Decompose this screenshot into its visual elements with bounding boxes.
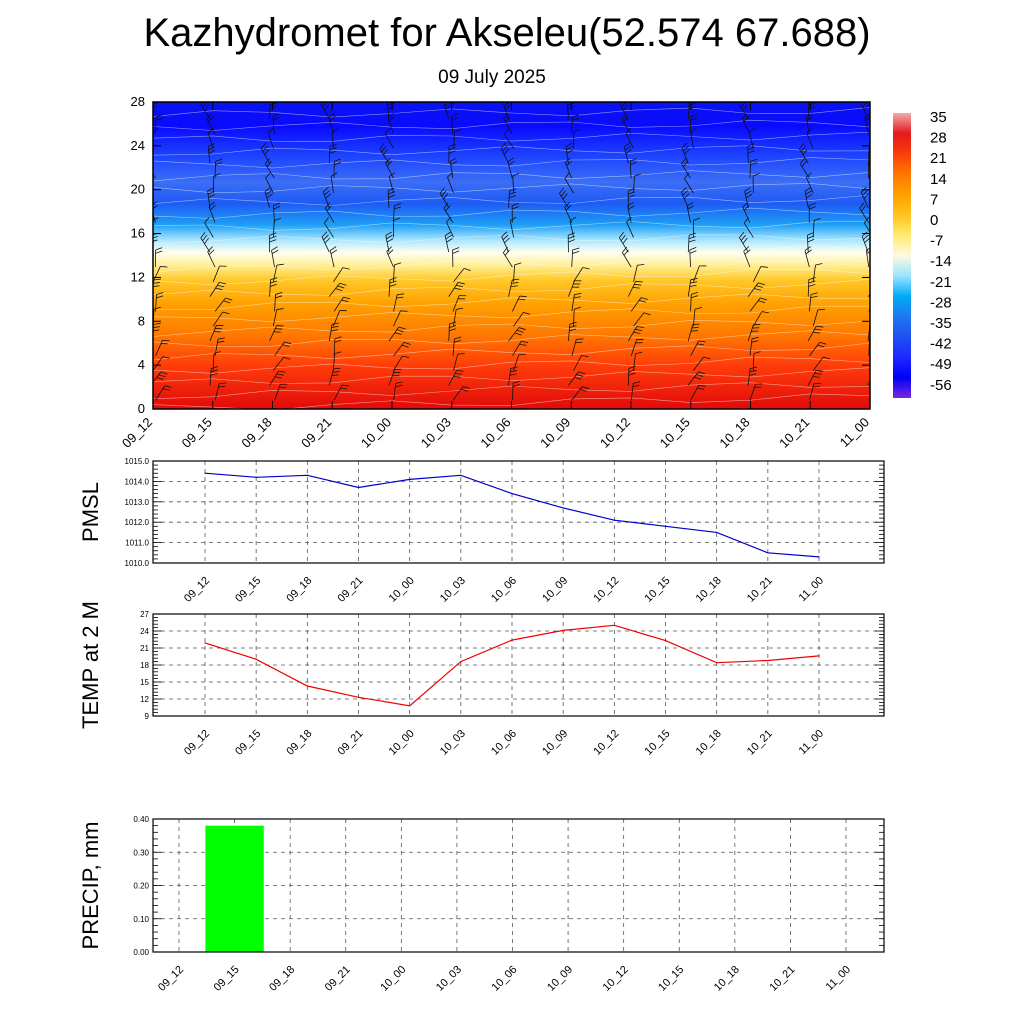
y-tick-label: 24: [130, 137, 145, 153]
x-tick-label: 09_21: [298, 414, 335, 451]
colorbar-label: -7: [930, 232, 944, 250]
cross-section-panel: [119, 84, 890, 451]
y-tick-label: 0.40: [133, 815, 149, 824]
y-tick-label: 18: [140, 661, 149, 670]
x-tick-label: 10_03: [437, 574, 468, 605]
chart-title: Kazhydromet for Akseleu(52.574 67.688): [143, 11, 871, 55]
x-tick-label: 09_21: [322, 963, 353, 994]
pmsl-point: [409, 479, 410, 480]
x-tick-label: 10_15: [656, 963, 687, 994]
colorbar-label: 14: [930, 170, 947, 188]
x-tick-label: 10_03: [433, 963, 465, 994]
x-tick-label: 10_12: [591, 727, 622, 758]
pmsl-panel: [78, 457, 884, 605]
temp-2m-point: [767, 660, 768, 661]
y-tick-label: 0.00: [133, 948, 149, 957]
x-tick-label: 10_03: [437, 727, 468, 758]
temp-2m-point: [307, 685, 308, 686]
pmsl-point: [563, 507, 564, 508]
pmsl-point: [358, 487, 359, 488]
colorbar-label: 7: [930, 191, 939, 209]
x-tick-label: 10_18: [711, 963, 742, 994]
pmsl-axis-title: PMSL: [78, 482, 103, 542]
x-tick-label: 10_06: [489, 574, 520, 605]
x-tick-label: 10_09: [540, 727, 571, 758]
colorbar: [893, 109, 952, 398]
y-tick-label: 9: [144, 712, 149, 721]
x-tick-label: 09_15: [211, 963, 242, 994]
wind-barb: [873, 352, 882, 370]
x-tick-label: 09_12: [118, 414, 156, 451]
wind-barb: [206, 84, 214, 104]
temp-2m-point: [614, 625, 615, 626]
wind-barb: [869, 386, 885, 401]
temp-2m-point: [204, 642, 205, 643]
temp-2m-point: [511, 639, 512, 640]
y-tick-label: 20: [130, 181, 145, 197]
x-tick-label: 10_15: [656, 414, 693, 451]
y-tick-label: 8: [137, 313, 145, 329]
x-tick-label: 09_15: [233, 727, 264, 758]
x-tick-label: 10_18: [693, 574, 724, 605]
pmsl-point: [716, 532, 717, 533]
x-tick-label: 10_18: [693, 727, 724, 758]
colorbar-label: -35: [930, 315, 952, 332]
y-tick-label: 21: [140, 644, 149, 653]
x-tick-label: 10_18: [716, 414, 753, 451]
x-tick-label: 10_12: [596, 414, 634, 451]
x-tick-label: 09_12: [182, 727, 213, 758]
y-tick-label: 16: [130, 225, 145, 241]
precip-axis-title: PRECIP, mm: [78, 821, 103, 950]
x-tick-label: 09_18: [238, 414, 275, 451]
wind-barb: [869, 297, 884, 312]
colorbar-label: -14: [930, 253, 952, 271]
colorbar-label: -28: [930, 294, 952, 312]
colorbar-label: -49: [930, 356, 952, 374]
y-tick-label: 1010.0: [124, 559, 149, 568]
pmsl-point: [767, 552, 768, 553]
temp-2m-point: [256, 659, 257, 660]
y-tick-label: 0.30: [133, 848, 149, 858]
wind-barb: [864, 84, 873, 104]
pmsl-point: [614, 520, 615, 521]
x-tick-label: 09_18: [284, 727, 315, 758]
x-tick-label: 10_21: [744, 574, 775, 605]
temp-2m-panel: [78, 601, 884, 758]
wind-barb: [569, 84, 575, 104]
x-tick-label: 09_21: [335, 574, 366, 605]
y-tick-label: 24: [140, 627, 149, 636]
y-tick-label: 28: [130, 94, 145, 109]
x-tick-label: 09_12: [156, 963, 187, 994]
x-tick-label: 09_21: [335, 727, 366, 758]
pmsl-point: [665, 526, 666, 527]
chart-date: 09 July 2025: [438, 67, 546, 88]
x-tick-label: 10_12: [600, 963, 631, 994]
colorbar-label: 28: [930, 129, 947, 147]
y-tick-label: 0: [137, 401, 145, 416]
x-tick-label: 10_15: [642, 574, 673, 605]
wind-barb: [692, 84, 698, 104]
wind-barb: [868, 283, 885, 297]
x-tick-label: 10_00: [357, 414, 395, 451]
x-tick-label: 11_00: [823, 963, 854, 994]
x-tick-label: 10_21: [767, 963, 798, 994]
x-tick-label: 11_00: [796, 727, 827, 758]
y-tick-label: 0.10: [133, 914, 149, 924]
y-tick-label: 15: [140, 678, 149, 687]
wind-barb: [628, 84, 634, 104]
precip-bar: [205, 826, 263, 952]
colorbar-label: 35: [930, 109, 947, 126]
pmsl-point: [204, 473, 205, 474]
wind-barb: [151, 84, 157, 104]
precip-panel: [78, 815, 884, 994]
y-tick-label: 1013.0: [124, 497, 149, 507]
pmsl-point: [511, 493, 512, 494]
x-tick-label: 10_00: [386, 574, 417, 605]
wind-barb: [745, 84, 754, 104]
x-tick-label: 10_00: [378, 963, 409, 994]
wind-barb: [324, 84, 333, 104]
x-tick-label: 10_06: [489, 727, 520, 758]
x-tick-label: 10_06: [477, 414, 514, 451]
x-tick-label: 10_12: [591, 574, 622, 605]
temp-2m-point: [665, 640, 666, 641]
pmsl-point: [818, 556, 819, 557]
y-tick-label: 0.20: [133, 881, 149, 891]
x-tick-label: 09_12: [182, 574, 213, 605]
y-tick-label: 1015.0: [124, 457, 149, 466]
x-tick-label: 11_00: [796, 574, 827, 605]
pmsl-point: [460, 475, 461, 476]
x-tick-label: 10_09: [537, 414, 574, 451]
colorbar-label: 21: [930, 150, 947, 168]
wind-barb: [144, 173, 153, 193]
y-tick-label: 27: [140, 610, 149, 619]
x-tick-label: 10_03: [417, 414, 454, 451]
x-tick-label: 10_06: [489, 963, 520, 994]
wind-barb: [873, 310, 885, 327]
temp-2m-point: [460, 661, 461, 662]
y-tick-label: 12: [130, 269, 145, 285]
temp-2m-point: [563, 630, 564, 631]
y-tick-label: 4: [137, 357, 145, 373]
y-tick-label: 1011.0: [125, 538, 149, 548]
colorbar-gradient: [893, 113, 911, 398]
x-tick-label: 10_00: [386, 727, 417, 758]
temp-2m-point: [716, 662, 717, 663]
temp-2m-point: [409, 705, 410, 706]
pmsl-point: [307, 475, 308, 476]
x-tick-label: 10_15: [642, 727, 673, 758]
y-tick-label: 1014.0: [124, 477, 149, 487]
x-tick-label: 09_15: [233, 574, 264, 605]
pmsl-point: [256, 477, 257, 478]
y-tick-label: 12: [140, 695, 149, 704]
temp-2m-point: [818, 655, 819, 656]
wind-barb: [873, 268, 890, 282]
x-tick-label: 10_21: [776, 414, 813, 451]
x-tick-label: 10_21: [744, 727, 775, 758]
wind-barb: [872, 129, 878, 149]
x-tick-label: 09_18: [267, 963, 298, 994]
temp-2m-axis-title: TEMP at 2 M: [78, 601, 103, 729]
wind-barb: [145, 143, 153, 163]
colorbar-label: 0: [930, 212, 939, 229]
colorbar-label: -42: [930, 335, 952, 353]
x-tick-label: 10_09: [545, 963, 576, 994]
x-tick-label: 10_09: [540, 574, 571, 605]
x-tick-label: 09_15: [178, 414, 215, 451]
x-tick-label: 11_00: [836, 414, 873, 451]
y-tick-label: 1012.0: [124, 518, 149, 528]
temp-2m-point: [358, 697, 359, 698]
colorbar-label: -56: [930, 376, 952, 394]
colorbar-label: -21: [930, 273, 952, 291]
x-tick-label: 09_18: [284, 574, 315, 605]
